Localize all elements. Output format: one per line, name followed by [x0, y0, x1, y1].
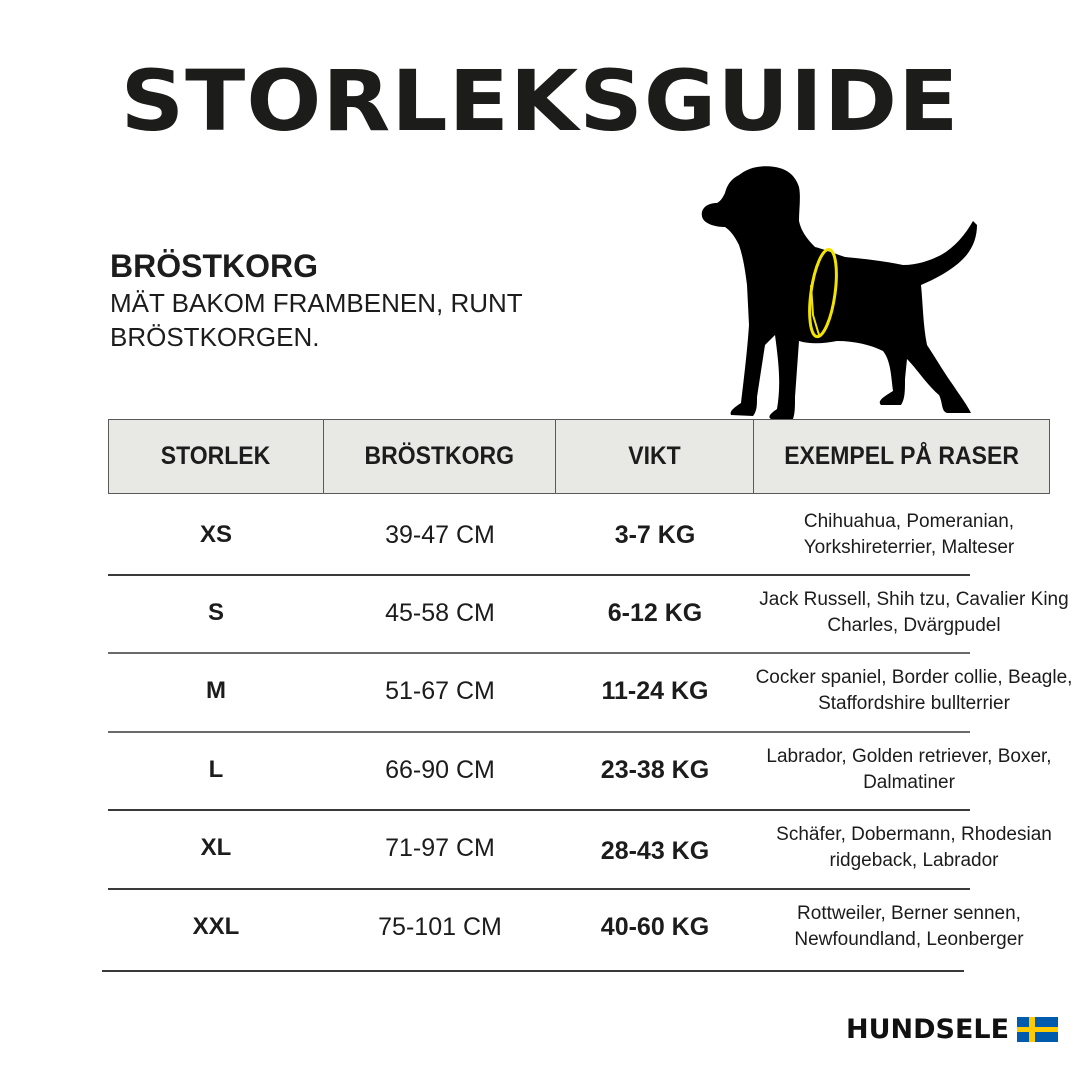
breeds-cell: Cocker spaniel, Border collie, Beagle, Staffordshire bullterrier: [755, 667, 1073, 714]
table-header: [108, 419, 1050, 494]
header-chest: BRÖSTKORG: [324, 420, 557, 493]
measurement-heading: BRÖSTKORG: [110, 248, 318, 284]
header-breeds: EXEMPEL PÅ RASER: [783, 442, 1019, 470]
breeds-cell: Labrador, Golden retriever, Boxer, Dalmatiner: [766, 746, 1052, 793]
page-title: STORLEKSGUIDE: [120, 52, 960, 150]
header-weight: VIKT: [556, 420, 754, 493]
chest-cell: 45-58 CM: [385, 598, 495, 627]
weight-cell: 23-38 KG: [600, 755, 710, 784]
chest-cell: 51-67 CM: [385, 676, 495, 705]
breeds-cell: Jack Russell, Shih tzu, Cavalier King Charles, Dvärgpudel: [759, 589, 1069, 636]
weight-cell: 6-12 KG: [607, 598, 703, 627]
table-row: [108, 888, 1064, 966]
weight-cell: 28-43 KG: [600, 836, 710, 865]
brand-logo: [846, 1014, 1058, 1045]
chest-cell: 71-97 CM: [385, 833, 495, 862]
breeds-cell: Rottweiler, Berner sennen, Newfoundland, Leonberger: [794, 903, 1024, 950]
table-row: [108, 652, 1074, 730]
swedish-flag-icon: [1017, 1017, 1058, 1042]
size-cell: XL: [200, 834, 232, 861]
weight-cell: 40-60 KG: [600, 912, 710, 941]
breeds-cell: Schäfer, Dobermann, Rhodesian ridgeback, Labrador: [776, 824, 1052, 871]
table-row: [108, 809, 1074, 887]
table-bottom-rule: [102, 970, 964, 972]
weight-cell: 3-7 KG: [614, 520, 696, 549]
table-row: [108, 496, 1064, 574]
weight-cell: 11-24 KG: [601, 676, 709, 705]
table-row: [108, 731, 1064, 809]
size-cell: L: [208, 756, 224, 783]
size-cell: M: [206, 677, 226, 704]
chest-cell: 75-101 CM: [378, 912, 502, 941]
dog-silhouette-icon: [695, 165, 985, 423]
brand-name: HUNDSELE: [846, 1014, 1010, 1045]
table-row: [108, 574, 1074, 652]
measurement-instruction: MÄT BAKOM FRAMBENEN, RUNT BRÖSTKORGEN.: [110, 288, 523, 352]
size-cell: XS: [199, 521, 232, 548]
size-cell: XXL: [192, 913, 240, 940]
chest-cell: 39-47 CM: [385, 520, 495, 549]
chest-cell: 66-90 CM: [385, 755, 495, 784]
breeds-cell: Chihuahua, Pomeranian, Yorkshireterrier, Malteser: [803, 511, 1015, 558]
size-cell: S: [207, 599, 224, 626]
header-size: STORLEK: [109, 420, 324, 493]
